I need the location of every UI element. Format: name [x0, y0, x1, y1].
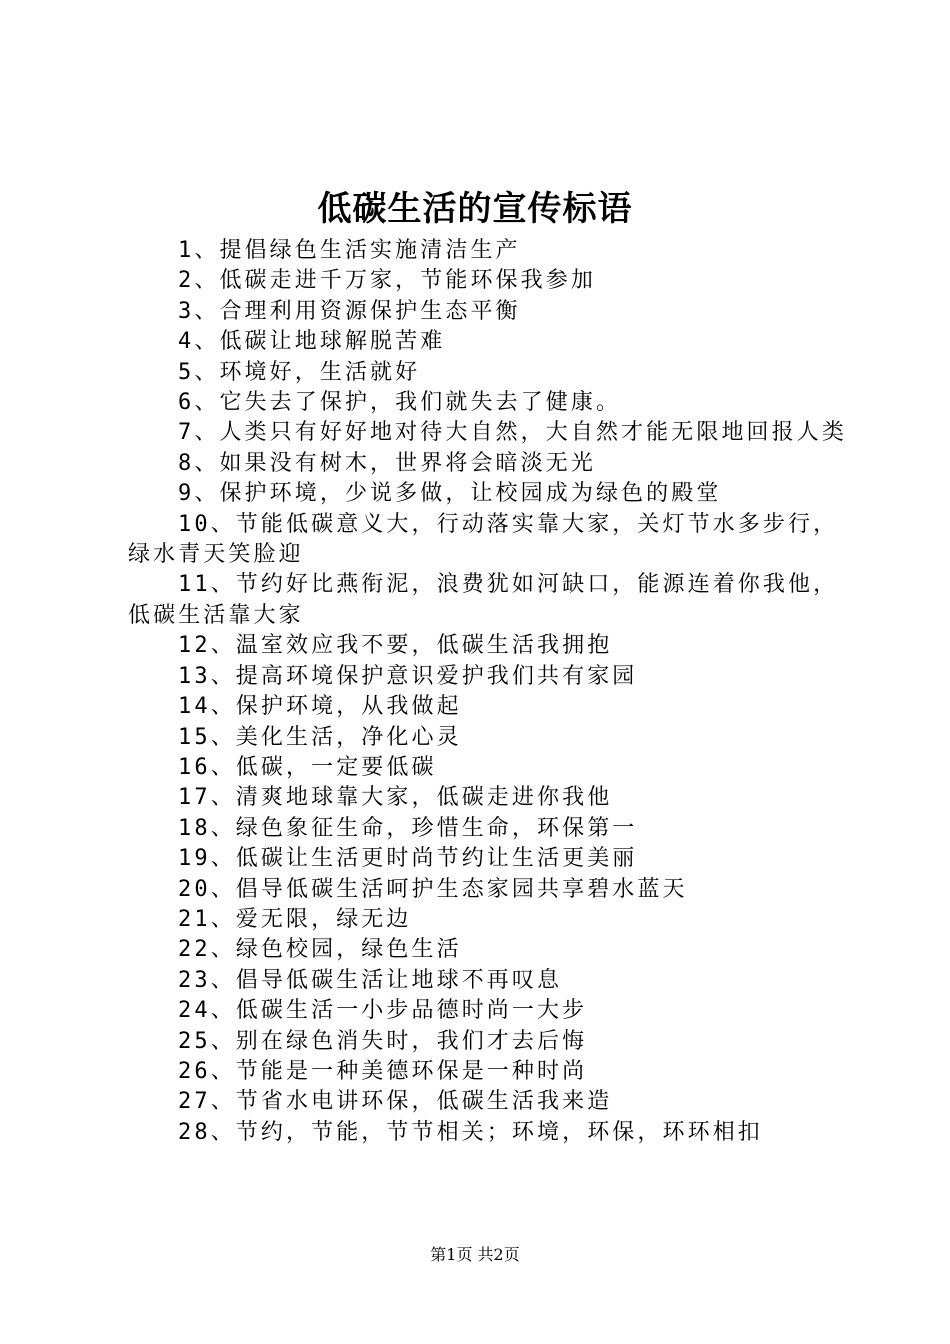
list-item: 21、爱无限，绿无边 [178, 906, 412, 932]
list-item: 2、低碳走进千万家，节能环保我参加 [178, 268, 596, 294]
list-item: 25、别在绿色消失时，我们才去后悔 [178, 1028, 588, 1054]
list-item: 7、人类只有好好地对待大自然，大自然才能无限地回报人类 [178, 420, 847, 446]
list-item: 11、节约好比燕衔泥，浪费犹如河缺口，能源连着你我他，低碳生活靠大家 [128, 572, 839, 628]
list-item: 10、节能低碳意义大，行动落实靠大家，关灯节水多步行，绿水青天笑脸迎 [128, 511, 839, 568]
list-item: 16、低碳，一定要低碳 [178, 754, 437, 780]
list-item: 28、节约，节能，节节相关；环境，环保，环环相扣 [178, 1119, 763, 1145]
list-item: 12、温室效应我不要，低碳生活我拥抱 [178, 633, 613, 659]
list-item: 20、倡导低碳生活呵护生态家园共享碧水蓝天 [178, 876, 688, 902]
list-item: 26、节能是一种美德环保是一种时尚 [178, 1058, 588, 1084]
list-item: 15、美化生活，净化心灵 [178, 724, 462, 750]
list-item: 17、清爽地球靠大家，低碳走进你我他 [178, 785, 613, 811]
document-title: 低碳生活的宣传标语 [317, 189, 633, 229]
page-footer: 第1页 共2页 [430, 1245, 520, 1264]
list-item: 9、保护环境，少说多做，让校园成为绿色的殿堂 [178, 481, 722, 507]
list-item: 1、提倡绿色生活实施清洁生产 [178, 238, 521, 263]
list-item: 8、如果没有树木，世界将会暗淡无光 [178, 450, 596, 476]
list-item: 4、低碳让地球解脱苦难 [178, 329, 446, 355]
list-item: 5、环境好，生活就好 [178, 359, 421, 385]
slogan-list [128, 236, 848, 1148]
list-item: 23、倡导低碳生活让地球不再叹息 [178, 967, 563, 993]
list-item: 14、保护环境，从我做起 [178, 694, 462, 720]
list-item: 24、低碳生活一小步品德时尚一大步 [178, 998, 588, 1024]
list-item: 6、它失去了保护，我们就失去了健康。 [178, 390, 622, 416]
list-item: 22、绿色校园，绿色生活 [178, 937, 462, 963]
list-item: 13、提高环境保护意识爱护我们共有家园 [178, 663, 638, 689]
list-item: 19、低碳让生活更时尚节约让生活更美丽 [178, 846, 638, 872]
list-item: 27、节省水电讲环保，低碳生活我来造 [178, 1089, 613, 1115]
list-item: 18、绿色象征生命，珍惜生命，环保第一 [178, 815, 638, 841]
list-item: 3、合理利用资源保护生态平衡 [178, 298, 521, 324]
